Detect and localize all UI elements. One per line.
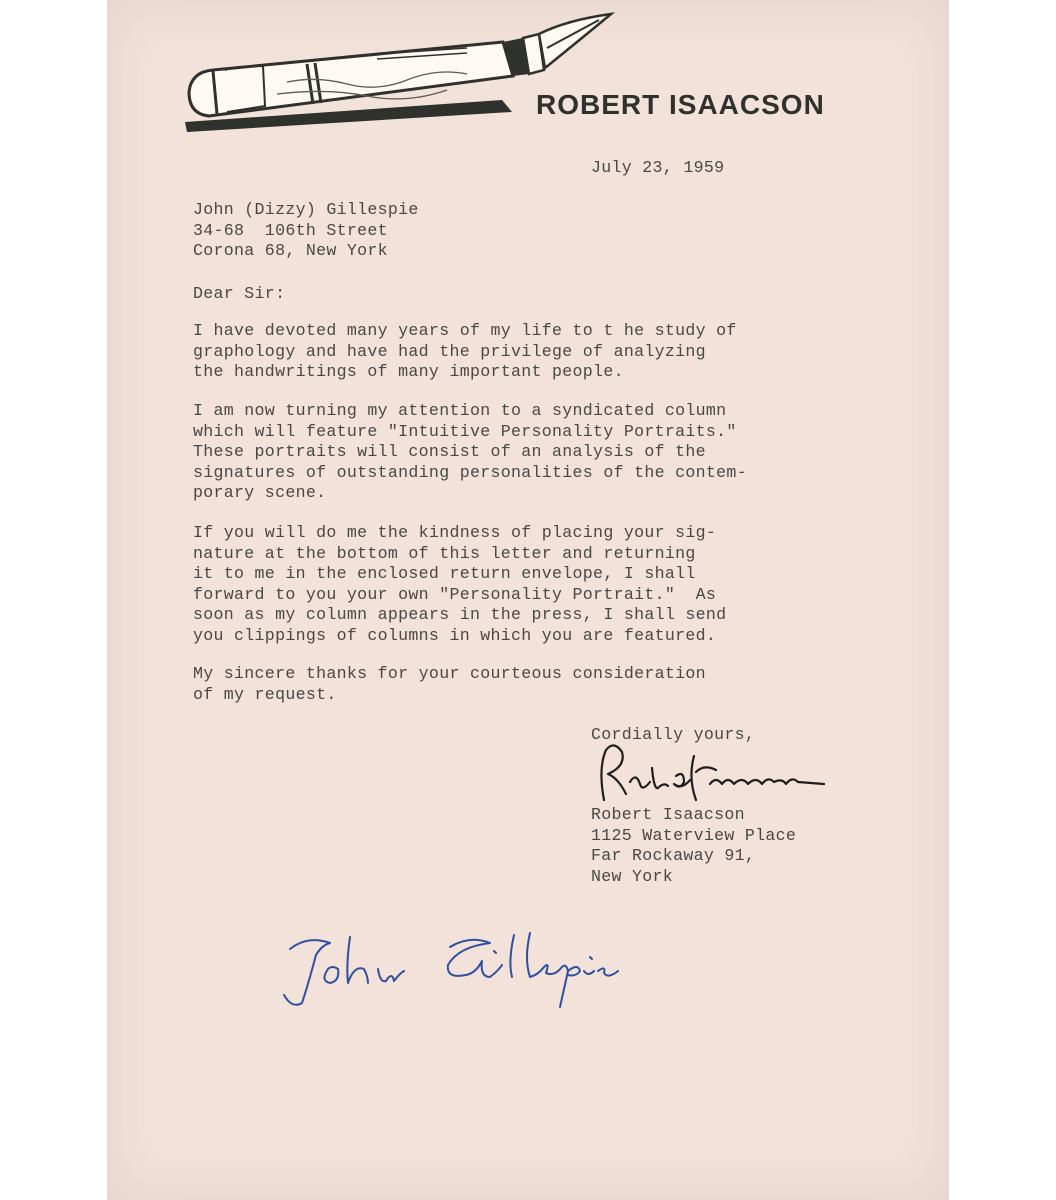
letter-paragraph: If you will do me the kindness of placing your sig- nature at the bottom of this letter and returning it to me in the enclosed return envelope, I shall forward to you your own "Personality Portrait." As soon as my column appears in the press, I shall send you clippings of columns in which you are featured. bbox=[193, 523, 727, 645]
letter-paragraph: I have devoted many years of my life to t he study of graphology and have had the privilege of analyzing the handwritings of many important people. bbox=[193, 321, 737, 382]
sender-line: Far Rockaway 91, bbox=[591, 846, 756, 866]
sender-signature bbox=[592, 738, 832, 808]
address-line: John (Dizzy) Gillespie bbox=[193, 200, 419, 219]
sender-line: New York bbox=[591, 866, 674, 886]
recipient-address bbox=[193, 200, 419, 262]
sender-line: Robert Isaacson bbox=[591, 805, 745, 824]
letterhead-name: ROBERT ISAACSON bbox=[536, 89, 825, 120]
letter-date: July 23, 1959 bbox=[591, 158, 725, 177]
closing: Cordially yours, bbox=[591, 725, 756, 744]
letter-paragraph: I am now turning my attention to a syndicated column which will feature "Intuitive Personality Portraits." These portraits will consist of an analysis of the signatures of outstanding personalities of the contem- porary scene. bbox=[193, 401, 747, 503]
letter-paragraph: My sincere thanks for your courteous consideration of my request. bbox=[193, 664, 706, 704]
address-line: Corona 68, New York bbox=[193, 241, 388, 261]
address-line: 34-68 106th Street bbox=[193, 220, 388, 240]
salutation: Dear Sir: bbox=[193, 284, 286, 303]
sender-line: 1125 Waterview Place bbox=[591, 825, 797, 845]
sender-address-block bbox=[591, 805, 796, 887]
recipient-signature bbox=[268, 925, 628, 1015]
